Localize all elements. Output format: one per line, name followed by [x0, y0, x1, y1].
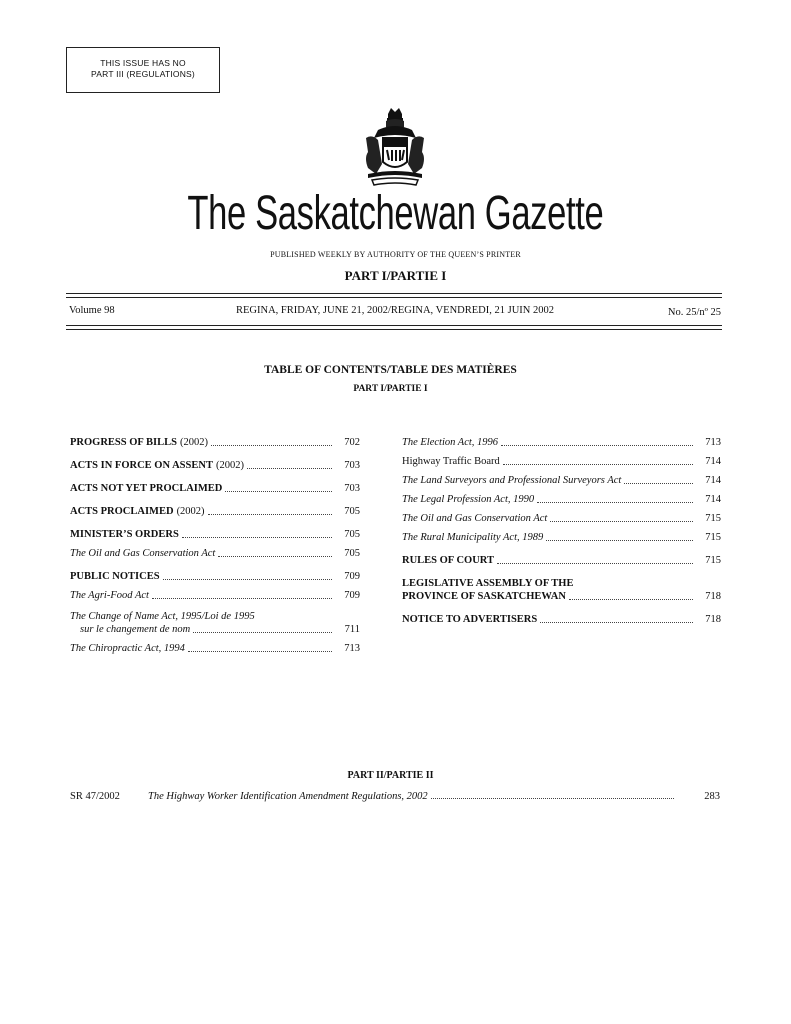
toc-title: TABLE OF CONTENTS/TABLE DES MATIÈRES — [264, 364, 517, 376]
leader-dots — [431, 798, 674, 799]
toc-entry-page: 718 — [705, 614, 721, 625]
issue-date: REGINA, FRIDAY, JUNE 21, 2002/REGINA, VENDREDI, 21 JUIN 2002 — [235, 305, 555, 316]
toc-entry-page: 703 — [344, 460, 360, 471]
toc-entry-page: 714 — [705, 475, 721, 486]
gazette-masthead: The Saskatchewan Gazette — [187, 187, 604, 240]
leader-dots — [188, 651, 332, 652]
leader-dots — [225, 491, 332, 492]
toc-entry[interactable] — [402, 455, 721, 468]
leader-dots — [537, 502, 693, 503]
toc-entry[interactable] — [70, 482, 360, 495]
rule-bottom-1 — [66, 325, 722, 326]
toc-entry-page: 713 — [705, 437, 721, 448]
toc-entry-label: The Agri-Food Act — [70, 590, 149, 601]
toc-entry[interactable] — [402, 613, 721, 626]
notice-line-1: THIS ISSUE HAS NO — [100, 58, 186, 68]
leader-dots — [163, 579, 332, 580]
toc-entry[interactable] — [402, 531, 721, 544]
toc-entry-label: ACTS IN FORCE ON ASSENT — [70, 460, 213, 471]
toc-entry[interactable] — [70, 589, 360, 602]
toc-entry-label: The Legal Profession Act, 1990 — [402, 494, 535, 505]
toc-entry[interactable] — [402, 493, 721, 506]
toc-entry-page: 705 — [344, 548, 360, 559]
toc-entry-page: 715 — [705, 532, 721, 543]
leader-dots — [152, 598, 332, 599]
toc-right-column — [402, 436, 721, 632]
toc-entry-page: 714 — [705, 494, 721, 505]
toc-entry[interactable] — [402, 474, 721, 487]
toc-entry-page: 715 — [705, 513, 721, 524]
part-heading: PART I/PARTIE I — [344, 268, 447, 283]
toc-entry-page: 715 — [705, 555, 721, 566]
toc-entry-label: PROGRESS OF BILLS — [70, 437, 177, 448]
toc-entry-page: 714 — [705, 456, 721, 467]
toc-entry-page: 705 — [344, 529, 360, 540]
rule-bottom-2 — [66, 329, 722, 330]
toc-entry-label-cont: sur le changement de nom — [80, 624, 191, 635]
toc-entry-label: MINISTER’S ORDERS — [70, 529, 179, 540]
toc-entry[interactable] — [402, 436, 721, 449]
published-by-line: PUBLISHED WEEKLY BY AUTHORITY OF THE QUEEN’S PRINTER — [270, 250, 521, 259]
toc-entry[interactable] — [70, 436, 360, 449]
toc-entry[interactable] — [70, 610, 360, 636]
leader-dots — [540, 622, 693, 623]
leader-dots — [208, 514, 332, 515]
toc-entry-page: 709 — [344, 571, 360, 582]
leader-dots — [624, 483, 693, 484]
toc-entry[interactable] — [70, 459, 360, 472]
leader-dots — [218, 556, 332, 557]
toc-left-column — [70, 436, 360, 661]
toc-entry-label: RULES OF COURT — [402, 555, 495, 566]
toc-entry-page: 705 — [344, 506, 360, 517]
toc-entry-page: 709 — [344, 590, 360, 601]
toc-entry-label: The Change of Name Act, 1995/Loi de 1995 — [70, 611, 255, 622]
regulation-entry[interactable] — [70, 791, 720, 802]
toc-entry-year: (2002) — [215, 460, 244, 471]
toc-entry-label: The Rural Municipality Act, 1989 — [402, 532, 544, 543]
volume-number: Volume 98 — [69, 305, 115, 316]
toc-entry-page: 702 — [344, 437, 360, 448]
toc-entry[interactable] — [70, 547, 360, 560]
toc-entry[interactable] — [70, 528, 360, 541]
toc-entry-label: ACTS NOT YET PROCLAIMED — [70, 483, 223, 494]
toc-entry[interactable] — [402, 577, 721, 603]
regulation-page: 283 — [704, 791, 720, 802]
toc-entry-page: 713 — [344, 643, 360, 654]
leader-dots — [497, 563, 693, 564]
toc-entry-year: (2002) — [179, 437, 208, 448]
toc-entry-label: ACTS PROCLAIMED — [70, 506, 174, 517]
toc-entry[interactable] — [402, 512, 721, 525]
toc-entry-label: The Election Act, 1996 — [402, 437, 499, 448]
toc-entry-label: The Oil and Gas Conservation Act — [70, 548, 216, 559]
toc-entry-page: 703 — [344, 483, 360, 494]
toc-entry-label: Highway Traffic Board — [402, 456, 500, 467]
toc-entry-label: PUBLIC NOTICES — [70, 571, 160, 582]
toc-entry-year: (2002) — [176, 506, 205, 517]
leader-dots — [247, 468, 332, 469]
regulation-code: SR 47/2002 — [70, 791, 120, 802]
issue-number: No. 25/nº 25 — [667, 307, 721, 318]
leader-dots — [182, 537, 332, 538]
leader-dots — [546, 540, 693, 541]
part-ii-heading: PART II/PARTIE II — [347, 770, 434, 781]
toc-entry[interactable] — [70, 642, 360, 655]
leader-dots — [503, 464, 693, 465]
toc-subtitle: PART I/PARTIE I — [353, 384, 428, 394]
toc-entry[interactable] — [70, 505, 360, 518]
leader-dots — [211, 445, 332, 446]
no-part-iii-notice — [66, 47, 220, 93]
notice-line-2: PART III (REGULATIONS) — [91, 69, 195, 79]
toc-entry-label: NOTICE TO ADVERTISERS — [402, 614, 538, 625]
toc-entry-label: The Land Surveyors and Professional Surveyors Act — [402, 475, 622, 486]
toc-entry-label-cont: PROVINCE OF SASKATCHEWAN — [402, 591, 566, 602]
rule-top-2 — [66, 297, 722, 298]
toc-entry-label: The Chiropractic Act, 1994 — [70, 643, 185, 654]
leader-dots — [550, 521, 693, 522]
toc-entry[interactable] — [70, 570, 360, 583]
toc-entry-label: LEGISLATIVE ASSEMBLY OF THE — [402, 578, 574, 589]
leader-dots — [501, 445, 693, 446]
rule-top-1 — [66, 293, 722, 294]
regulation-title: The Highway Worker Identification Amendment Regulations, 2002 — [148, 791, 428, 802]
toc-entry-label: The Oil and Gas Conservation Act — [402, 513, 548, 524]
toc-entry-page: 718 — [705, 591, 721, 602]
leader-dots — [193, 632, 332, 633]
toc-entry[interactable] — [402, 554, 721, 567]
toc-entry-page: 711 — [344, 624, 360, 635]
leader-dots — [569, 599, 693, 600]
coat-of-arms-icon — [358, 108, 432, 188]
